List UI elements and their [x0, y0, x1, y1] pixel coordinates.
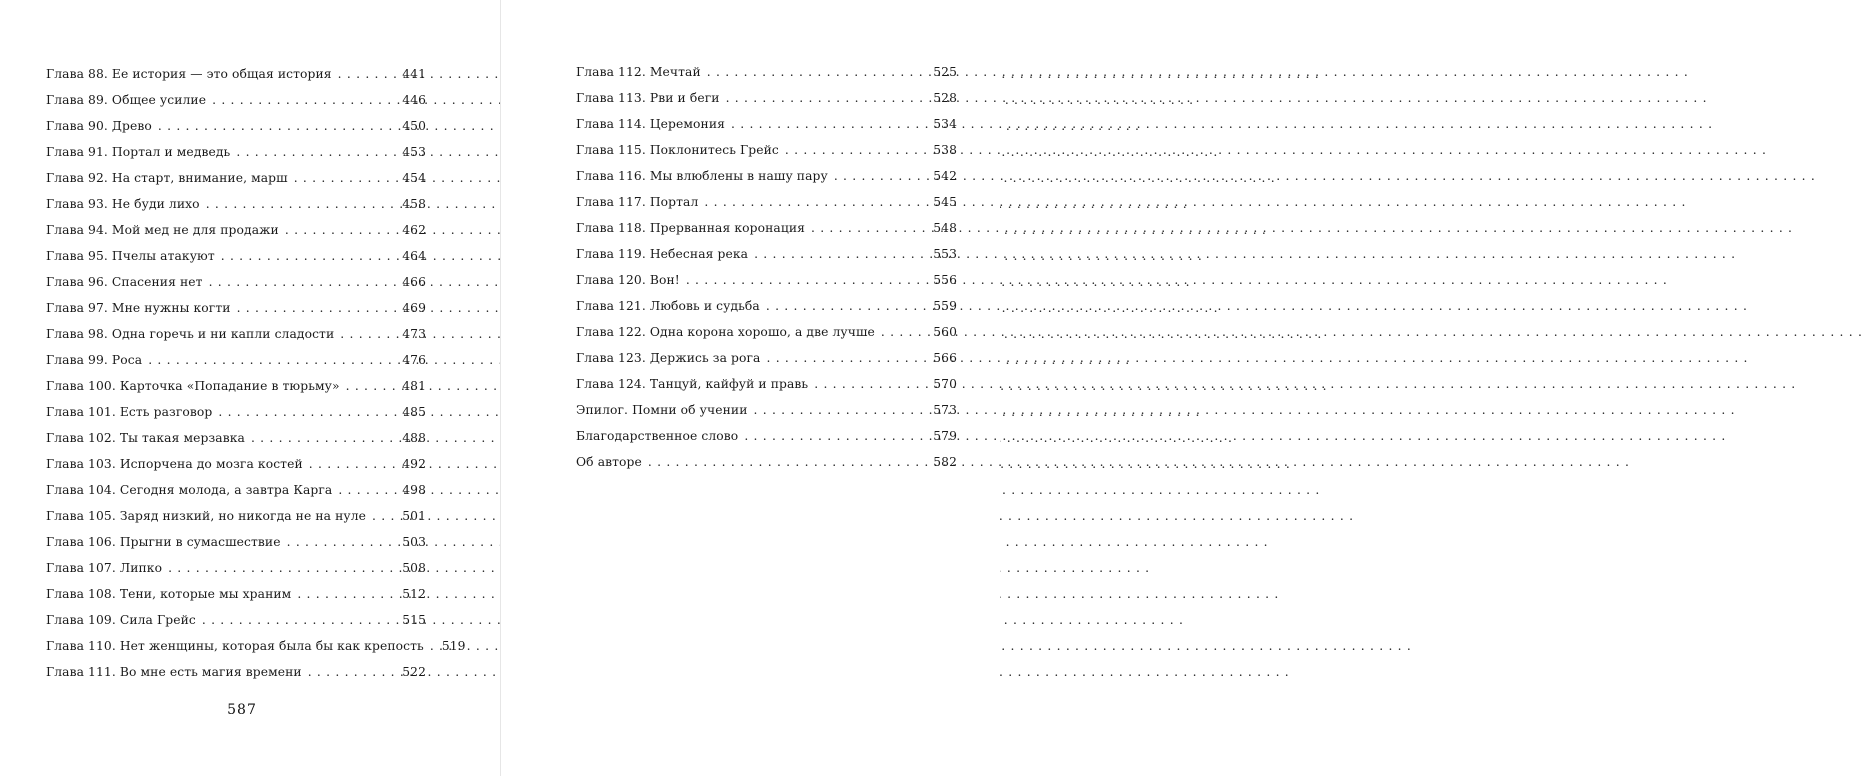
toc-leader-dots: [251, 428, 400, 448]
toc-leader-dots: [648, 452, 931, 472]
toc-entry-title: Глава 115. Поклонитесь Грейс: [576, 143, 779, 157]
toc-entry-title: Глава 106. Прыгни в сумасшествие: [46, 535, 281, 549]
toc-leader-dots: [766, 348, 931, 368]
toc-leader-dots: [338, 64, 401, 84]
toc-leader-dots: [148, 350, 400, 370]
toc-entry: [46, 298, 426, 324]
toc-entry-title: Эпилог. Помни об учении: [576, 403, 748, 417]
toc-leader-dots: [811, 218, 931, 238]
toc-leader-dots: [236, 142, 400, 162]
toc-entry-page: 566: [933, 351, 957, 365]
toc-leader-dots: [834, 166, 931, 186]
toc-entry: [46, 636, 466, 662]
toc-entry: [46, 584, 426, 610]
toc-entry: [46, 454, 426, 480]
toc-entry-page: 476: [402, 353, 426, 367]
toc-entry: [46, 220, 426, 246]
toc-leader-dots: [726, 88, 932, 108]
toc-entry-page: 464: [402, 249, 426, 263]
toc-entry: [576, 62, 957, 88]
toc-entry-page: 525: [933, 65, 957, 79]
toc-entry-title: Глава 112. Мечтай: [576, 65, 701, 79]
toc-entry-page: 498: [402, 483, 426, 497]
toc-leader-dots: [731, 114, 931, 134]
toc-entry: [46, 662, 426, 688]
toc-entry-title: Об авторе: [576, 455, 642, 469]
toc-leader-dots: [158, 116, 400, 136]
toc-entry-title: Глава 95. Пчелы атакуют: [46, 249, 215, 263]
toc-leader-dots: [372, 506, 400, 526]
toc-entry-title: Глава 120. Вон!: [576, 273, 680, 287]
toc-entry-page: 485: [402, 405, 426, 419]
toc-entry-title: Глава 96. Спасения нет: [46, 275, 203, 289]
toc-leader-dots: [202, 610, 400, 630]
toc-entry-title: Глава 100. Карточка «Попадание в тюрьму»: [46, 379, 340, 393]
toc-entry-page: 469: [402, 301, 426, 315]
toc-list-left: [46, 64, 466, 688]
toc-entry-page: 559: [933, 299, 957, 313]
toc-entry-page: 522: [402, 665, 426, 679]
toc-entry-page: 441: [402, 67, 426, 81]
toc-entry-title: Глава 116. Мы влюблены в нашу пару: [576, 169, 828, 183]
toc-entry-title: Глава 93. Не буди лихо: [46, 197, 200, 211]
toc-leader-dots: [754, 400, 932, 420]
toc-entry-title: Глава 118. Прерванная коронация: [576, 221, 805, 235]
toc-entry-page: 458: [402, 197, 426, 211]
toc-leader-dots: [285, 220, 400, 240]
toc-leader-dots: [686, 270, 931, 290]
toc-entry-title: Глава 105. Заряд низкий, но никогда не на нуле: [46, 509, 367, 523]
toc-entry-page: 450: [402, 119, 426, 133]
toc-list-right: [576, 62, 957, 478]
toc-entry-page: 446: [402, 93, 426, 107]
toc-entry-page: 466: [402, 275, 426, 289]
toc-entry-title: Глава 104. Сегодня молода, а завтра Карга: [46, 483, 333, 497]
toc-entry-page: 560: [933, 325, 957, 339]
toc-entry-page: 570: [933, 377, 957, 391]
toc-leader-dots: [297, 584, 400, 604]
toc-leader-dots: [221, 246, 400, 266]
toc-leader-dots: [212, 90, 400, 110]
toc-leader-dots: [308, 662, 401, 682]
toc-entry-title: Глава 117. Портал: [576, 195, 699, 209]
toc-entry-page: 508: [402, 561, 426, 575]
toc-entry: [46, 350, 426, 376]
toc-entry: [46, 480, 426, 506]
toc-entry: [576, 322, 957, 348]
toc-entry-page: 488: [402, 431, 426, 445]
toc-entry: [576, 218, 957, 244]
toc-entry-page: 492: [402, 457, 426, 471]
toc-entry-title: Глава 123. Держись за рога: [576, 351, 761, 365]
toc-leader-dots: [785, 140, 931, 160]
toc-entry: [576, 114, 957, 140]
toc-leader-dots: [338, 480, 400, 500]
toc-entry: [576, 140, 957, 166]
toc-entry-title: Благодарственное слово: [576, 429, 739, 443]
toc-entry: [46, 610, 426, 636]
toc-leader-dots: [704, 192, 931, 212]
toc-entry-page: 462: [402, 223, 426, 237]
toc-entry: [576, 88, 957, 114]
toc-entry: [576, 296, 957, 322]
toc-entry: [46, 142, 426, 168]
toc-entry: [46, 116, 426, 142]
toc-entry-page: 503: [402, 535, 426, 549]
toc-leader-dots: [430, 636, 440, 656]
toc-entry: [576, 244, 957, 270]
toc-leader-dots: [707, 62, 931, 82]
toc-entry: [576, 374, 957, 400]
toc-leader-dots: [881, 322, 931, 342]
toc-leader-dots: [766, 296, 931, 316]
toc-entry-page: 573: [933, 403, 957, 417]
toc-entry: [576, 426, 957, 452]
toc-entry: [46, 532, 426, 558]
toc-leader-dots: [346, 376, 401, 396]
toc-entry: [46, 428, 426, 454]
toc-entry-title: Глава 108. Тени, которые мы храним: [46, 587, 292, 601]
toc-entry-page: 548: [933, 221, 957, 235]
toc-entry-title: Глава 119. Небесная река: [576, 247, 749, 261]
toc-entry-page: 481: [402, 379, 426, 393]
toc-entry-page: 556: [933, 273, 957, 287]
toc-entry-title: Глава 107. Липко: [46, 561, 163, 575]
toc-leader-dots: [294, 168, 401, 188]
toc-entry-page: 534: [933, 117, 957, 131]
toc-entry-title: Глава 102. Ты такая мерзавка: [46, 431, 245, 445]
toc-entry-title: Глава 124. Танцуй, кайфуй и правь: [576, 377, 809, 391]
toc-leader-dots: [209, 272, 401, 292]
toc-entry-page: 579: [933, 429, 957, 443]
toc-entry-title: Глава 91. Портал и медведь: [46, 145, 231, 159]
toc-leader-dots: [218, 402, 400, 422]
toc-entry-title: Глава 103. Испорчена до мозга костей: [46, 457, 303, 471]
toc-entry: [46, 376, 426, 402]
toc-entry-title: Глава 109. Сила Грейс: [46, 613, 196, 627]
toc-entry: [46, 90, 426, 116]
toc-entry-title: Глава 97. Мне нужны когти: [46, 301, 231, 315]
toc-entry-title: Глава 121. Любовь и судьба: [576, 299, 760, 313]
toc-leader-dots: [340, 324, 400, 344]
toc-entry: [576, 166, 957, 192]
toc-entry: [46, 558, 426, 584]
toc-entry: [46, 194, 426, 220]
toc-entry-title: Глава 101. Есть разговор: [46, 405, 213, 419]
toc-entry-page: 512: [402, 587, 426, 601]
toc-entry-page: 553: [933, 247, 957, 261]
toc-entry: [576, 452, 957, 478]
toc-leader-dots: [287, 532, 401, 552]
toc-entry-title: Глава 92. На старт, внимание, марш: [46, 171, 288, 185]
toc-entry-title: Глава 110. Нет женщины, которая была бы как крепость: [46, 639, 424, 653]
toc-leader-dots: [237, 298, 401, 318]
toc-entry-page: 501: [402, 509, 426, 523]
toc-entry-page: 515: [402, 613, 426, 627]
toc-entry-title: Глава 89. Общее усилие: [46, 93, 207, 107]
toc-leader-dots: [814, 374, 931, 394]
toc-entry: [46, 402, 426, 428]
toc-entry-title: Глава 114. Церемония: [576, 117, 726, 131]
toc-entry: [46, 64, 426, 90]
toc-entry: [46, 246, 426, 272]
toc-entry-page: 453: [402, 145, 426, 159]
toc-entry-page: 582: [933, 455, 957, 469]
toc-leader-dots: [309, 454, 400, 474]
toc-entry: [46, 168, 426, 194]
toc-leader-dots: [754, 244, 931, 264]
toc-entry: [576, 270, 957, 296]
toc-entry-title: Глава 88. Ее история — это общая история: [46, 67, 332, 81]
toc-entry-title: Глава 94. Мой мед не для продажи: [46, 223, 279, 237]
toc-entry-page: 454: [402, 171, 426, 185]
toc-entry: [46, 272, 426, 298]
toc-entry: [576, 192, 957, 218]
toc-entry-title: Глава 113. Рви и беги: [576, 91, 720, 105]
page-number: 587: [227, 702, 257, 718]
toc-entry-title: Глава 99. Роса: [46, 353, 143, 367]
toc-entry-title: Глава 111. Во мне есть магия времени: [46, 665, 302, 679]
toc-entry-title: Глава 90. Древо: [46, 119, 152, 133]
toc-entry-title: Глава 98. Одна горечь и ни капли сладости: [46, 327, 335, 341]
toc-entry-page: 473: [402, 327, 426, 341]
toc-leader-dots: [744, 426, 931, 446]
toc-entry-title: Глава 122. Одна корона хорошо, а две лучше: [576, 325, 875, 339]
toc-entry-page: 519: [441, 639, 466, 653]
left-page: [0, 0, 500, 776]
toc-leader-dots: [168, 558, 400, 578]
toc-entry-page: 538: [933, 143, 957, 157]
toc-entry-page: 542: [933, 169, 957, 183]
toc-entry: [576, 348, 957, 374]
toc-leader-dots: [206, 194, 401, 214]
toc-entry: [576, 400, 957, 426]
toc-entry: [46, 506, 426, 532]
toc-entry-page: 528: [933, 91, 957, 105]
toc-entry-page: 545: [933, 195, 957, 209]
toc-entry: [46, 324, 426, 350]
